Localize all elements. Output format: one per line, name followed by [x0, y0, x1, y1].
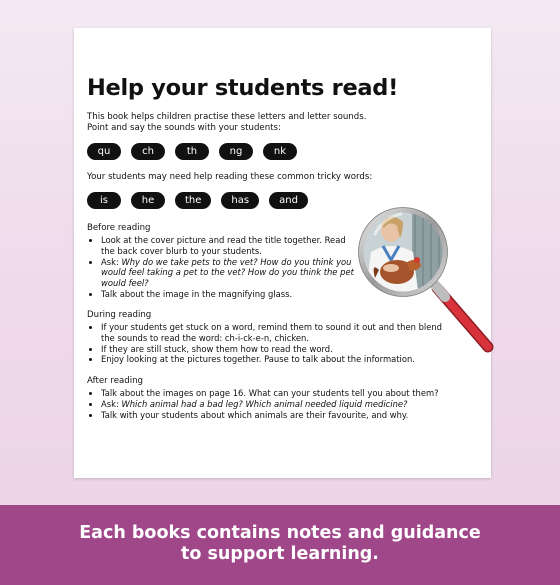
list-item: • If your students get stuck on a word, remind them to sound it out and then blend the sounds to read the word: ch-i-ck-e-n, chicken.	[101, 322, 449, 344]
list-item: • Talk with your students about which animals are their favourite, and why.	[101, 410, 449, 421]
question-text: Why do we take pets to the vet? How do you think you would feel taking a pet to the vet? How do you think the pet would feel?	[101, 256, 354, 289]
tricky-words-intro: Your students may need help reading these common tricky words:	[87, 172, 373, 182]
banner-line-2: to support learning.	[181, 544, 379, 564]
intro-line-1: This book helps children practise these letters and letter sounds.	[87, 112, 367, 122]
list-item: • Enjoy looking at the pictures together. Pause to talk about the information.	[101, 354, 449, 365]
before-reading-heading: Before reading	[87, 223, 151, 233]
list-item: • Look at the cover picture and read the title together. Read the back cover blurb to your students.	[101, 235, 357, 257]
list-item	[101, 399, 449, 410]
during-reading-heading: During reading	[87, 310, 152, 320]
page-title: Help your students read!	[87, 75, 399, 101]
sound-pills	[87, 143, 297, 160]
tricky-word-pills	[87, 192, 308, 209]
list-item: • Talk about the images on page 16. What can your students tell you about them?	[101, 388, 449, 399]
intro-text	[87, 112, 477, 134]
book-page	[74, 28, 491, 478]
sound-pill-ng: ng	[219, 143, 253, 160]
question-text: Which animal had a bad leg? Which animal needed liquid medicine?	[121, 398, 408, 409]
after-reading-section	[87, 376, 449, 420]
intro-line-2: Point and say the sounds with your students:	[87, 123, 281, 133]
banner-caption	[0, 523, 560, 565]
tricky-pill-and: and	[269, 192, 308, 209]
before-reading-list	[87, 235, 357, 300]
list-item: • Talk about the image in the magnifying glass.	[101, 289, 357, 300]
banner-line-1: Each books contains notes and guidance	[79, 523, 481, 543]
magnifying-glass-icon	[357, 206, 497, 356]
list-item	[101, 257, 357, 289]
sound-pill-th: th	[175, 143, 209, 160]
tricky-pill-the: the	[175, 192, 211, 209]
tricky-pill-is: is	[87, 192, 121, 209]
ask-prefix: Ask:	[101, 256, 122, 267]
before-reading-section	[87, 223, 357, 300]
ask-prefix: Ask:	[101, 398, 122, 409]
after-reading-list	[87, 388, 449, 420]
list-item: • If they are still stuck, show them how to read the word.	[101, 344, 449, 355]
sound-pill-qu: qu	[87, 143, 121, 160]
tricky-pill-he: he	[131, 192, 165, 209]
tricky-pill-has: has	[221, 192, 259, 209]
sound-pill-ch: ch	[131, 143, 165, 160]
sound-pill-nk: nk	[263, 143, 297, 160]
after-reading-heading: After reading	[87, 376, 144, 386]
